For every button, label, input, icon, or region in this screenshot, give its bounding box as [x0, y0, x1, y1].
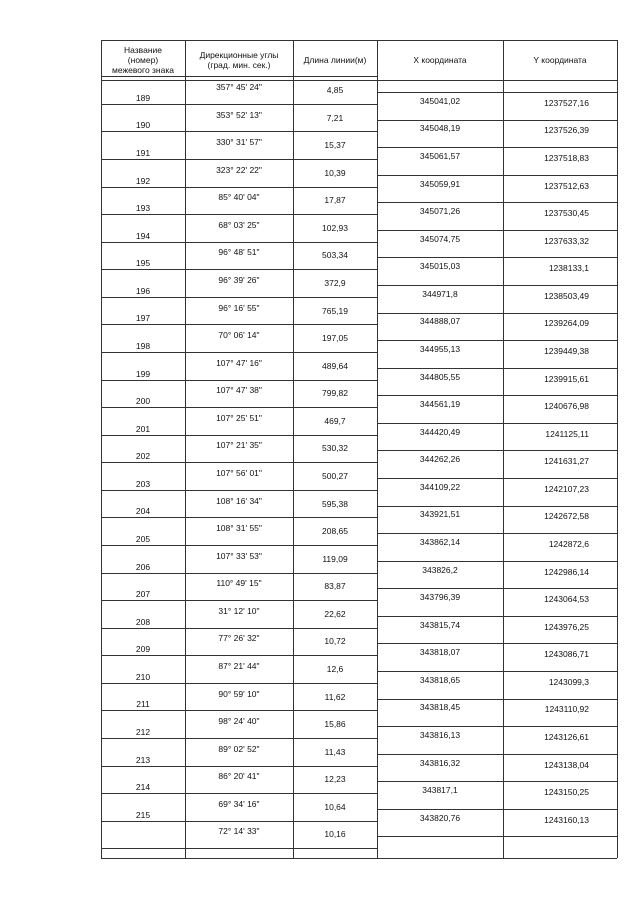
direction-angle-cell: 89° 02' 52" [218, 744, 260, 754]
direction-angle-cell: 70° 06' 14" [218, 330, 260, 340]
row-separator-left [101, 573, 377, 574]
line-length-cell: 595,38 [322, 499, 348, 509]
row-separator-left [101, 655, 377, 656]
row-separator-right [377, 285, 617, 286]
x-coordinate-cell: 345059,91 [419, 179, 461, 189]
row-separator-left [101, 435, 377, 436]
row-separator-right [377, 313, 617, 314]
direction-angle-cell: 107° 47' 16" [216, 358, 262, 368]
mark-name-cell: 200 [135, 396, 151, 406]
mark-name-cell: 205 [135, 534, 151, 544]
column-divider [617, 40, 618, 858]
mark-name-cell: 206 [135, 562, 151, 572]
direction-angle-cell: 77° 26' 32" [218, 633, 260, 643]
row-separator-left [101, 628, 377, 629]
x-coordinate-cell: 344805,55 [419, 372, 461, 382]
x-coordinate-cell: 344262,26 [419, 454, 461, 464]
x-coordinate-cell: 343817,1 [422, 785, 458, 795]
x-coordinate-cell: 343818,45 [419, 702, 461, 712]
row-separator-right [377, 478, 617, 479]
x-coordinate-cell: 344561,19 [419, 399, 461, 409]
direction-angle-cell: 85° 40' 04" [218, 192, 260, 202]
line-length-cell: 208,65 [322, 526, 348, 536]
mark-name-cell: 211 [136, 699, 150, 709]
y-coordinate-cell: 1242986,14 [544, 567, 589, 577]
row-separator-right [377, 120, 617, 121]
row-separator-left [101, 683, 377, 684]
header-mark-name: Название (номер) межевого знака [112, 45, 174, 75]
y-coordinate-cell: 1237512,63 [544, 181, 589, 191]
direction-angle-cell: 353° 52' 13" [216, 110, 262, 120]
direction-angle-cell: 107° 56' 01" [216, 468, 262, 478]
mark-name-cell: 192 [135, 176, 151, 186]
mark-name-cell: 189 [135, 93, 151, 103]
row-separator-right [377, 423, 617, 424]
x-coordinate-cell: 344971,8 [422, 289, 458, 299]
direction-angle-cell: 69° 34' 16" [218, 799, 260, 809]
direction-angle-cell: 107° 25' 51" [216, 413, 262, 423]
y-coordinate-cell: 1243976,25 [544, 622, 589, 632]
header-direction-angle: Дирекционные углы (град. мин. сек.) [199, 50, 279, 70]
line-length-cell: 503,34 [322, 250, 348, 260]
direction-angle-cell: 110° 49' 15" [216, 578, 262, 588]
line-length-cell: 500,27 [322, 471, 348, 481]
row-separator-right [377, 506, 617, 507]
line-length-cell: 102,93 [322, 223, 348, 233]
y-coordinate-cell: 1240676,98 [544, 401, 589, 411]
y-coordinate-cell: 1242107,23 [544, 484, 589, 494]
row-separator-left [101, 159, 377, 160]
row-separator-left [101, 242, 377, 243]
line-length-cell: 17,87 [324, 195, 346, 205]
y-coordinate-cell: 1238503,49 [544, 291, 589, 301]
row-separator-right [377, 561, 617, 562]
row-separator-left [101, 600, 377, 601]
row-separator-right [377, 175, 617, 176]
x-coordinate-cell: 343816,13 [419, 730, 461, 740]
header-bottom-border [101, 80, 617, 81]
row-separator-left [101, 738, 377, 739]
direction-angle-cell: 72° 14' 33" [218, 826, 260, 836]
x-coordinate-cell: 344955,13 [419, 344, 461, 354]
line-length-cell: 22,62 [324, 609, 346, 619]
row-separator-left [101, 766, 377, 767]
x-coordinate-cell: 343820,76 [419, 813, 461, 823]
direction-angle-cell: 98° 24' 40" [218, 716, 260, 726]
header-line-length: Длина линии(м) [303, 55, 367, 65]
direction-angle-cell: 107° 47' 38" [216, 385, 262, 395]
line-length-cell: 15,37 [324, 140, 346, 150]
direction-angle-cell: 108° 16' 34" [216, 496, 262, 506]
direction-angle-cell: 96° 48' 51" [218, 247, 260, 257]
line-length-cell: 119,09 [322, 554, 348, 564]
y-coordinate-cell: 1241631,27 [544, 456, 589, 466]
mark-name-cell: 198 [135, 341, 151, 351]
row-separator-left [101, 462, 377, 463]
direction-angle-cell: 323° 22' 22" [216, 165, 262, 175]
row-separator-right [377, 340, 617, 341]
direction-angle-cell: 90° 59' 10" [218, 689, 260, 699]
x-coordinate-cell: 343796,39 [419, 592, 461, 602]
row-separator-left [101, 297, 377, 298]
direction-angle-cell: 96° 16' 55" [218, 303, 260, 313]
x-coordinate-cell: 345061,57 [419, 151, 461, 161]
row-separator-left [101, 324, 377, 325]
mark-name-cell: 191 [135, 148, 151, 158]
header-x-coordinate: X координата [413, 55, 467, 65]
line-length-cell: 372,9 [324, 278, 346, 288]
row-separator-right [377, 147, 617, 148]
header-y-coordinate: Y координата [533, 55, 587, 65]
row-separator-right [377, 202, 617, 203]
mark-name-cell: 215 [135, 810, 151, 820]
row-separator-left [101, 380, 377, 381]
direction-angle-cell: 107° 33' 53" [216, 551, 262, 561]
row-separator-right [377, 726, 617, 727]
line-length-cell: 11,62 [324, 692, 346, 702]
line-length-cell: 7,21 [326, 113, 344, 123]
x-coordinate-cell: 345074,75 [419, 234, 461, 244]
row-separator-right [377, 230, 617, 231]
row-separator-right [377, 533, 617, 534]
mark-name-cell: 202 [135, 451, 151, 461]
direction-angle-cell: 96° 39' 26" [218, 275, 260, 285]
line-length-cell: 197,05 [322, 333, 348, 343]
x-coordinate-cell: 344420,49 [419, 427, 461, 437]
row-separator-right [377, 395, 617, 396]
line-length-cell: 83,87 [324, 581, 346, 591]
mark-name-cell: 209 [135, 644, 151, 654]
x-coordinate-cell: 343816,32 [419, 758, 461, 768]
x-coordinate-cell: 344888,07 [419, 316, 461, 326]
mark-name-cell: 212 [135, 727, 151, 737]
row-separator-left [101, 104, 377, 105]
y-coordinate-cell: 1239264,09 [544, 318, 589, 328]
line-length-cell: 799,82 [322, 388, 348, 398]
x-coordinate-cell: 345041,02 [419, 96, 461, 106]
y-coordinate-cell: 1242672,58 [544, 511, 589, 521]
y-coordinate-cell: 1237530,45 [544, 208, 589, 218]
row-separator-left [101, 76, 377, 77]
mark-name-cell: 208 [135, 617, 151, 627]
x-coordinate-cell: 343862,14 [419, 537, 461, 547]
x-coordinate-cell: 343818,07 [419, 647, 461, 657]
line-length-cell: 10,64 [324, 802, 346, 812]
x-coordinate-cell: 345015,03 [419, 261, 461, 271]
mark-name-cell: 204 [135, 506, 151, 516]
row-separator-left [101, 214, 377, 215]
line-length-cell: 530,32 [322, 443, 348, 453]
y-coordinate-cell: 1241125,11 [545, 429, 589, 439]
y-coordinate-cell: 1243110,92 [544, 704, 589, 714]
mark-name-cell: 196 [135, 286, 151, 296]
mark-name-cell: 199 [135, 369, 151, 379]
row-separator-right [377, 643, 617, 644]
line-length-cell: 15,86 [324, 719, 346, 729]
direction-angle-cell: 68° 03' 25" [218, 220, 260, 230]
row-separator-right [377, 671, 617, 672]
y-coordinate-cell: 1237526,39 [544, 125, 589, 135]
row-separator-left [101, 131, 377, 132]
mark-name-cell: 201 [135, 424, 151, 434]
direction-angle-cell: 357° 45' 24" [216, 82, 262, 92]
row-separator-left [101, 710, 377, 711]
y-coordinate-cell: 1239915,61 [544, 374, 589, 384]
y-coordinate-cell: 1237633,32 [544, 236, 589, 246]
row-separator-left [101, 407, 377, 408]
x-coordinate-cell: 343818,65 [419, 675, 461, 685]
row-separator-left [101, 352, 377, 353]
y-coordinate-cell: 1243126,61 [544, 732, 589, 742]
mark-name-cell: 207 [135, 589, 151, 599]
y-coordinate-cell: 1243099,3 [548, 677, 589, 687]
mark-name-cell: 213 [135, 755, 151, 765]
direction-angle-cell: 86° 20' 41" [218, 771, 260, 781]
y-coordinate-cell: 1237518,83 [544, 153, 589, 163]
x-coordinate-cell: 345071,26 [419, 206, 461, 216]
row-separator-left [101, 187, 377, 188]
row-separator-right [377, 836, 617, 837]
table-bottom-border [101, 858, 617, 859]
x-coordinate-cell: 343815,74 [419, 620, 461, 630]
mark-name-cell: 197 [135, 313, 151, 323]
row-separator-right [377, 809, 617, 810]
mark-name-cell: 194 [135, 231, 151, 241]
direction-angle-cell: 107° 21' 35" [216, 440, 262, 450]
table-top-border [101, 40, 617, 41]
row-separator-right [377, 257, 617, 258]
line-length-cell: 12,23 [324, 774, 346, 784]
line-length-cell: 10,39 [324, 168, 346, 178]
mark-name-cell: 190 [135, 120, 151, 130]
direction-angle-cell: 87° 21' 44" [218, 661, 260, 671]
line-length-cell: 11,43 [324, 747, 346, 757]
row-separator-right [377, 588, 617, 589]
y-coordinate-cell: 1237527,16 [544, 98, 589, 108]
y-coordinate-cell: 1243160,13 [544, 815, 589, 825]
row-separator-left [101, 793, 377, 794]
mark-name-cell: 193 [135, 203, 151, 213]
line-length-cell: 10,16 [324, 829, 346, 839]
row-separator-right [377, 754, 617, 755]
y-coordinate-cell: 1238133,1 [548, 263, 589, 273]
line-length-cell: 489,64 [322, 361, 348, 371]
row-separator-left [101, 821, 377, 822]
y-coordinate-cell: 1242872,6 [548, 539, 589, 549]
mark-name-cell: 214 [135, 782, 151, 792]
x-coordinate-cell: 343826,2 [422, 565, 458, 575]
line-length-cell: 10,72 [324, 636, 346, 646]
direction-angle-cell: 31° 12' 10" [218, 606, 260, 616]
x-coordinate-cell: 345048,19 [419, 123, 461, 133]
row-separator-right [377, 450, 617, 451]
line-length-cell: 12,6 [326, 664, 344, 674]
row-separator-left [101, 490, 377, 491]
row-separator-left [101, 269, 377, 270]
x-coordinate-cell: 343921,51 [419, 509, 461, 519]
line-length-cell: 765,19 [322, 306, 348, 316]
mark-name-cell: 210 [135, 672, 151, 682]
y-coordinate-cell: 1243150,25 [544, 787, 589, 797]
row-separator-left [101, 517, 377, 518]
mark-name-cell: 203 [135, 479, 151, 489]
mark-name-cell: 195 [135, 258, 151, 268]
row-separator-left [101, 545, 377, 546]
direction-angle-cell: 330° 31' 57" [216, 137, 262, 147]
row-separator-right [377, 616, 617, 617]
y-coordinate-cell: 1239449,38 [544, 346, 589, 356]
row-separator-right [377, 92, 617, 93]
row-separator-left [101, 848, 377, 849]
y-coordinate-cell: 1243086,71 [544, 649, 589, 659]
row-separator-right [377, 368, 617, 369]
direction-angle-cell: 108° 31' 55" [216, 523, 262, 533]
x-coordinate-cell: 344109,22 [419, 482, 461, 492]
y-coordinate-cell: 1243138,04 [544, 760, 589, 770]
line-length-cell: 4,85 [326, 85, 344, 95]
row-separator-right [377, 699, 617, 700]
y-coordinate-cell: 1243064,53 [544, 594, 589, 604]
line-length-cell: 469,7 [324, 416, 346, 426]
row-separator-right [377, 781, 617, 782]
